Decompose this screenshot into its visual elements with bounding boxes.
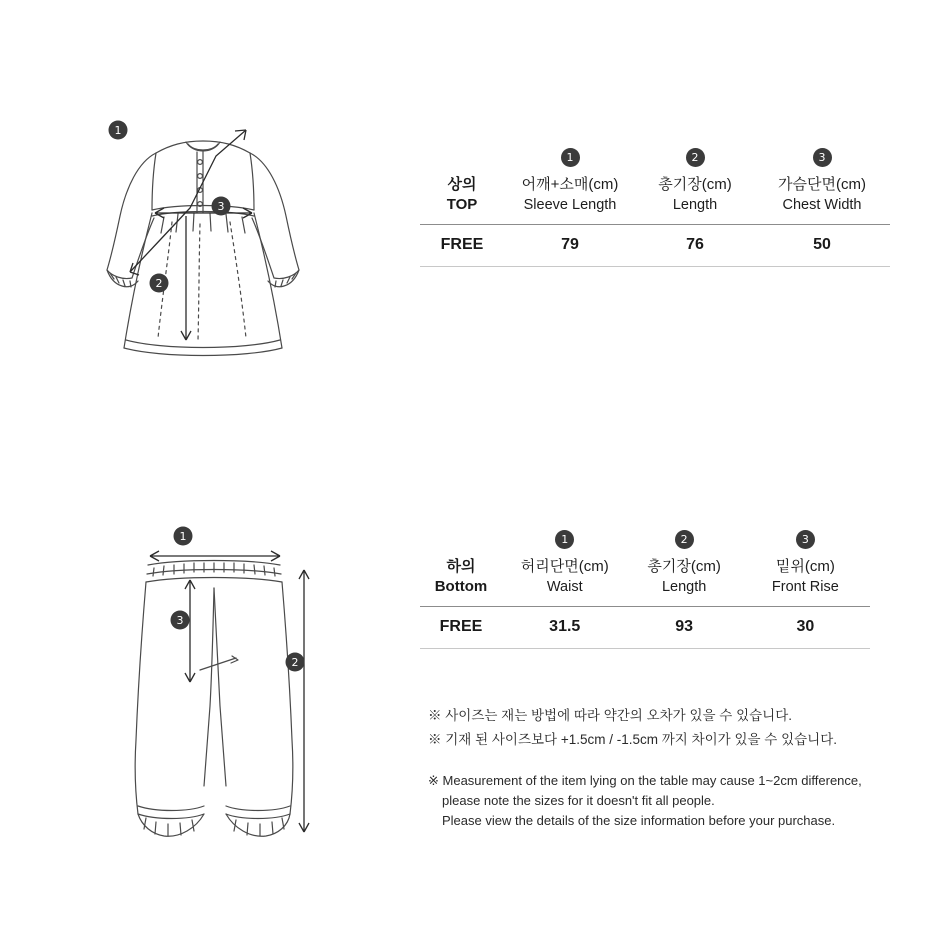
bottom-col-length: [628, 530, 741, 607]
top-category-header: [420, 148, 504, 225]
top-size-free: FREE: [420, 225, 504, 267]
bottom-col1-en: Waist: [546, 579, 583, 595]
bottom-category-header: [420, 530, 502, 607]
bottom-col2-en: Length: [661, 579, 707, 595]
badge-1-icon: 1: [561, 148, 580, 167]
top-size-section: [0, 90, 931, 410]
top-category-en: TOP: [446, 196, 478, 213]
bottom-col3-en: Front Rise: [771, 579, 839, 595]
badge-3-icon: 3: [796, 530, 815, 549]
top-table-body: [420, 225, 890, 267]
header-badge-spacer: [420, 148, 504, 175]
top-value-chest-width: 50: [754, 225, 890, 267]
top-size-table: [420, 148, 890, 267]
bottom-col-waist: [502, 530, 628, 607]
bottom-table-body: [420, 607, 870, 649]
bottom-category-en: Bottom: [434, 578, 488, 595]
top-col3-ko: 가슴단면(cm): [778, 176, 866, 193]
top-col1-ko: 어깨+소매(cm): [521, 176, 619, 193]
svg-text:1: 1: [114, 124, 122, 137]
top-value-length: 76: [636, 225, 754, 267]
bottom-size-table: [420, 530, 870, 649]
header-badge-spacer: [420, 530, 502, 557]
bottom-col1-ko: 허리단면(cm): [520, 558, 609, 575]
top-col1-en: Sleeve Length: [523, 197, 617, 213]
bottom-col-front-rise: [741, 530, 870, 607]
size-notes: [428, 704, 898, 831]
bottom-value-length: 93: [628, 607, 741, 649]
pants-drawing: [80, 510, 380, 860]
top-col-sleeve-length: [504, 148, 636, 225]
note-en-1: ※ Measurement of the item lying on the table may cause 1~2cm difference,: [428, 773, 862, 788]
bottom-size-free: FREE: [420, 607, 502, 649]
note-ko-2: ※ 기재 된 사이즈보다 +1.5cm / -1.5cm 까지 차이가 있을 수 있습니다.: [428, 732, 837, 747]
top-col2-en: Length: [672, 197, 718, 213]
svg-text:2: 2: [155, 277, 163, 290]
table-header-row: [420, 530, 870, 607]
bottom-col2-ko: 총기장(cm): [647, 558, 721, 575]
top-table-head: [420, 148, 890, 225]
top-col-length: [636, 148, 754, 225]
note-en-block: [428, 771, 898, 831]
top-col2-ko: 총기장(cm): [658, 176, 732, 193]
top-col-chest-width: [754, 148, 890, 225]
top-col3-en: Chest Width: [782, 197, 862, 213]
top-value-sleeve-length: 79: [504, 225, 636, 267]
bottom-value-front-rise: 30: [741, 607, 870, 649]
blouse-dress-drawing: [60, 100, 380, 390]
badge-2-icon: 2: [686, 148, 705, 167]
svg-text:3: 3: [176, 614, 184, 627]
table-row: [420, 225, 890, 267]
note-ko-1: ※ 사이즈는 재는 방법에 따라 약간의 오차가 있을 수 있습니다.: [428, 708, 792, 723]
note-en-3: Please view the details of the size information before your purchase.: [442, 813, 836, 828]
top-category-ko: 상의: [447, 176, 477, 193]
svg-text:1: 1: [179, 530, 187, 543]
bottom-category-ko: 하의: [446, 558, 476, 575]
badge-3-icon: 3: [813, 148, 832, 167]
note-en-2: please note the sizes for it doesn't fit all people.: [442, 793, 715, 808]
svg-text:2: 2: [291, 656, 299, 669]
bottom-value-waist: 31.5: [502, 607, 628, 649]
table-header-row: [420, 148, 890, 225]
badge-1-icon: 1: [555, 530, 574, 549]
pants-illustration: [80, 510, 380, 860]
badge-2-icon: 2: [675, 530, 694, 549]
table-row: [420, 607, 870, 649]
bottom-col3-ko: 밑위(cm): [775, 558, 835, 575]
blouse-dress-illustration: [60, 100, 380, 390]
bottom-table-head: [420, 530, 870, 607]
svg-text:3: 3: [217, 200, 225, 213]
